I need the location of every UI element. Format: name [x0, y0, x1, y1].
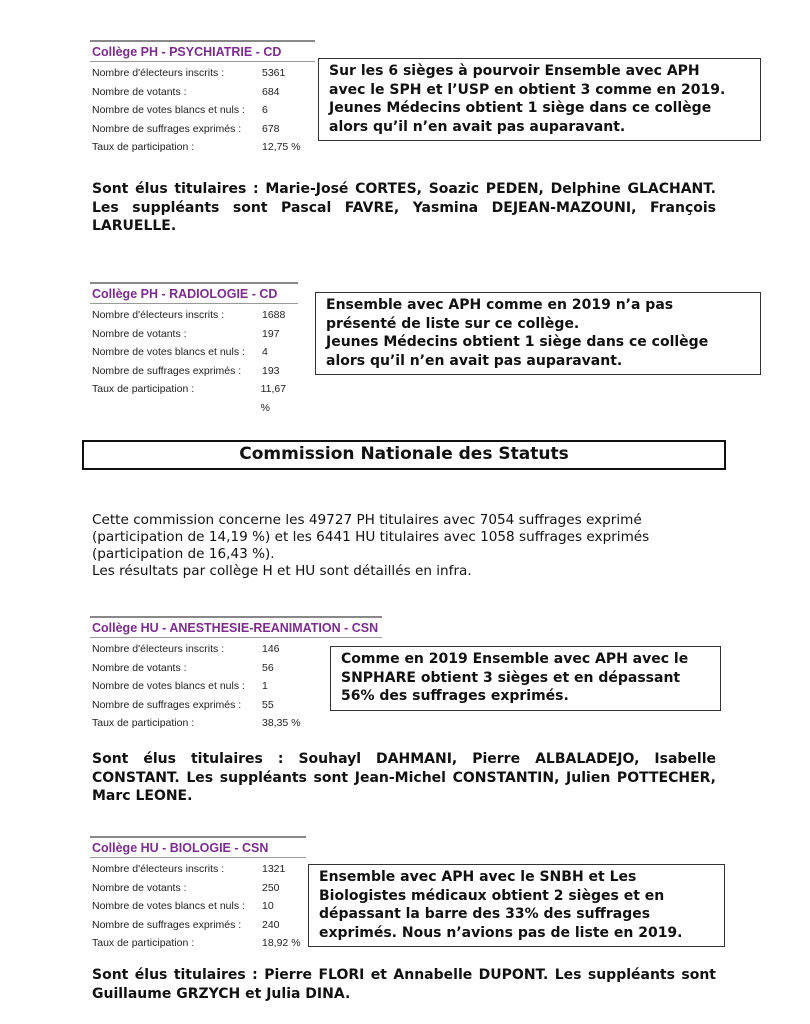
row-label: Nombre d'électeurs inscrits : — [92, 863, 225, 875]
note-line: dépassant la barre des 33% des suffrages — [319, 906, 651, 922]
note-line: Sur les 6 sièges à pourvoir Ensemble avec APH — [329, 63, 700, 79]
note-box-psychiatrie — [318, 58, 761, 141]
row-label: Taux de participation : — [92, 937, 195, 949]
elected-anesthesie: Sont élus titulaires : Souhayl DAHMANI, Pierre ALBALADEJO, Isabelle CONSTANT. Les suppléants sont Jean-Michel CONSTANTIN, Julien POTTECHER, Marc LEONE. — [92, 751, 716, 804]
college-table-radiologie — [90, 282, 298, 414]
section-intro — [92, 512, 732, 580]
row-label: Nombre de votants : — [92, 85, 187, 98]
row-value: 55 — [262, 698, 274, 711]
college-title: Collège PH - RADIOLOGIE - CD — [90, 282, 298, 304]
row-participation — [92, 934, 306, 953]
college-title: Collège PH - PSYCHIATRIE - CD — [90, 40, 315, 62]
row-value: 193 — [262, 364, 280, 377]
row-inscrits — [92, 306, 298, 325]
row-participation — [92, 714, 382, 733]
college-table-psychiatrie — [90, 40, 315, 157]
row-blancs-nuls — [92, 343, 298, 362]
note-line: Jeunes Médecins obtient 1 siège dans ce collège — [329, 100, 712, 116]
note-line: alors qu’il n’en avait pas auparavant. — [326, 352, 623, 369]
row-value: 146 — [262, 643, 280, 655]
row-value: 1688 — [262, 309, 286, 321]
row-label: Nombre d'électeurs inscrits : — [92, 67, 225, 79]
note-line: Jeunes Médecins obtient 1 siège dans ce collège — [326, 334, 709, 350]
row-value: 12,75 % — [262, 141, 301, 153]
row-label: Nombre d'électeurs inscrits : — [92, 643, 225, 655]
row-label: Nombre de suffrages exprimés : — [92, 122, 242, 135]
row-label: Nombre de votants : — [92, 327, 187, 340]
note-line: Ensemble avec APH comme en 2019 n’a pas — [326, 297, 674, 313]
row-value: 678 — [262, 122, 280, 135]
note-line: avec le SPH et l’USP en obtient 3 comme en 2019. — [329, 81, 726, 98]
row-value: 56 — [262, 661, 274, 674]
note-line: SNPHARE obtient 3 sièges et en dépassant — [341, 669, 681, 686]
college-table-biologie — [90, 836, 306, 953]
row-label: Nombre de votes blancs et nuls : — [92, 346, 245, 358]
row-value: 4 — [262, 346, 268, 358]
row-votants — [92, 325, 298, 344]
row-label: Nombre de votes blancs et nuls : — [92, 680, 245, 692]
note-box-radiologie — [315, 292, 761, 375]
row-label: Nombre de votants : — [92, 661, 187, 674]
row-label: Taux de participation : — [92, 717, 195, 729]
section-header-cns: Commission Nationale des Statuts — [82, 440, 726, 470]
row-inscrits — [92, 860, 306, 879]
row-label: Taux de participation : — [92, 383, 195, 395]
intro-line: Les résultats par collège H et HU sont détaillés en infra. — [92, 563, 472, 579]
note-line: Biologistes médicaux obtient 2 sièges et en — [319, 887, 665, 904]
note-box-biologie — [308, 864, 725, 947]
row-value: 684 — [262, 85, 280, 98]
row-label: Nombre de votes blancs et nuls : — [92, 104, 245, 116]
row-exprimes — [92, 362, 298, 381]
row-value: 6 — [262, 104, 268, 116]
note-line: présenté de liste sur ce collège. — [326, 315, 580, 332]
row-blancs-nuls — [92, 897, 306, 916]
row-votants — [92, 879, 306, 898]
row-label: Nombre de suffrages exprimés : — [92, 364, 242, 377]
college-title: Collège HU - BIOLOGIE - CSN — [90, 836, 306, 858]
note-line: Comme en 2019 Ensemble avec APH avec le — [341, 651, 689, 667]
row-label: Nombre de votants : — [92, 881, 187, 894]
row-exprimes — [92, 120, 315, 139]
row-value: 240 — [262, 918, 280, 931]
row-label: Taux de participation : — [92, 141, 195, 153]
row-label: Nombre de votes blancs et nuls : — [92, 900, 245, 912]
row-value: 38,35 % — [262, 717, 301, 729]
row-value: 1 — [262, 680, 268, 692]
row-value: 1321 — [262, 863, 286, 875]
note-line: Ensemble avec APH avec le SNBH et Les — [319, 869, 637, 885]
row-label: Nombre de suffrages exprimés : — [92, 918, 242, 931]
row-value: 10 — [262, 900, 274, 912]
intro-line: (participation de 16,43 %). — [92, 546, 275, 562]
intro-line: (participation de 14,19 %) et les 6441 HU titulaires avec 1058 suffrages exprimés — [92, 529, 650, 545]
row-value: 250 — [262, 881, 280, 894]
row-label: Nombre de suffrages exprimés : — [92, 698, 242, 711]
row-value: 18,92 % — [262, 937, 301, 949]
row-participation — [92, 380, 298, 414]
row-inscrits — [92, 64, 315, 83]
note-box-anesthesie — [330, 646, 721, 711]
row-value: 197 — [262, 327, 280, 340]
note-line: alors qu’il n’en avait pas auparavant. — [329, 118, 626, 135]
elected-psychiatrie: Sont élus titulaires : Marie-José CORTES, Soazic PEDEN, Delphine GLACHANT. Les suppléants sont Pascal FAVRE, Yasmina DEJEAN-MAZOUNI, François LARUELLE. — [92, 181, 716, 234]
elected-biologie: Sont élus titulaires : Pierre FLORI et Annabelle DUPONT. Les suppléants sont Guillaume GRZYCH et Julia DINA. — [92, 967, 716, 1002]
note-line: exprimés. Nous n’avions pas de liste en 2019. — [319, 924, 683, 941]
row-participation — [92, 138, 315, 157]
row-votants — [92, 83, 315, 102]
row-exprimes — [92, 916, 306, 935]
college-title: Collège HU - ANESTHESIE-REANIMATION - CSN — [90, 616, 382, 638]
row-value: 5361 — [262, 67, 286, 79]
intro-line: Cette commission concerne les 49727 PH titulaires avec 7054 suffrages exprimé — [92, 512, 642, 528]
row-label: Nombre d'électeurs inscrits : — [92, 309, 225, 321]
note-line: 56% des suffrages exprimés. — [341, 688, 569, 704]
row-value: 11,67 % — [260, 383, 287, 414]
row-blancs-nuls — [92, 101, 315, 120]
